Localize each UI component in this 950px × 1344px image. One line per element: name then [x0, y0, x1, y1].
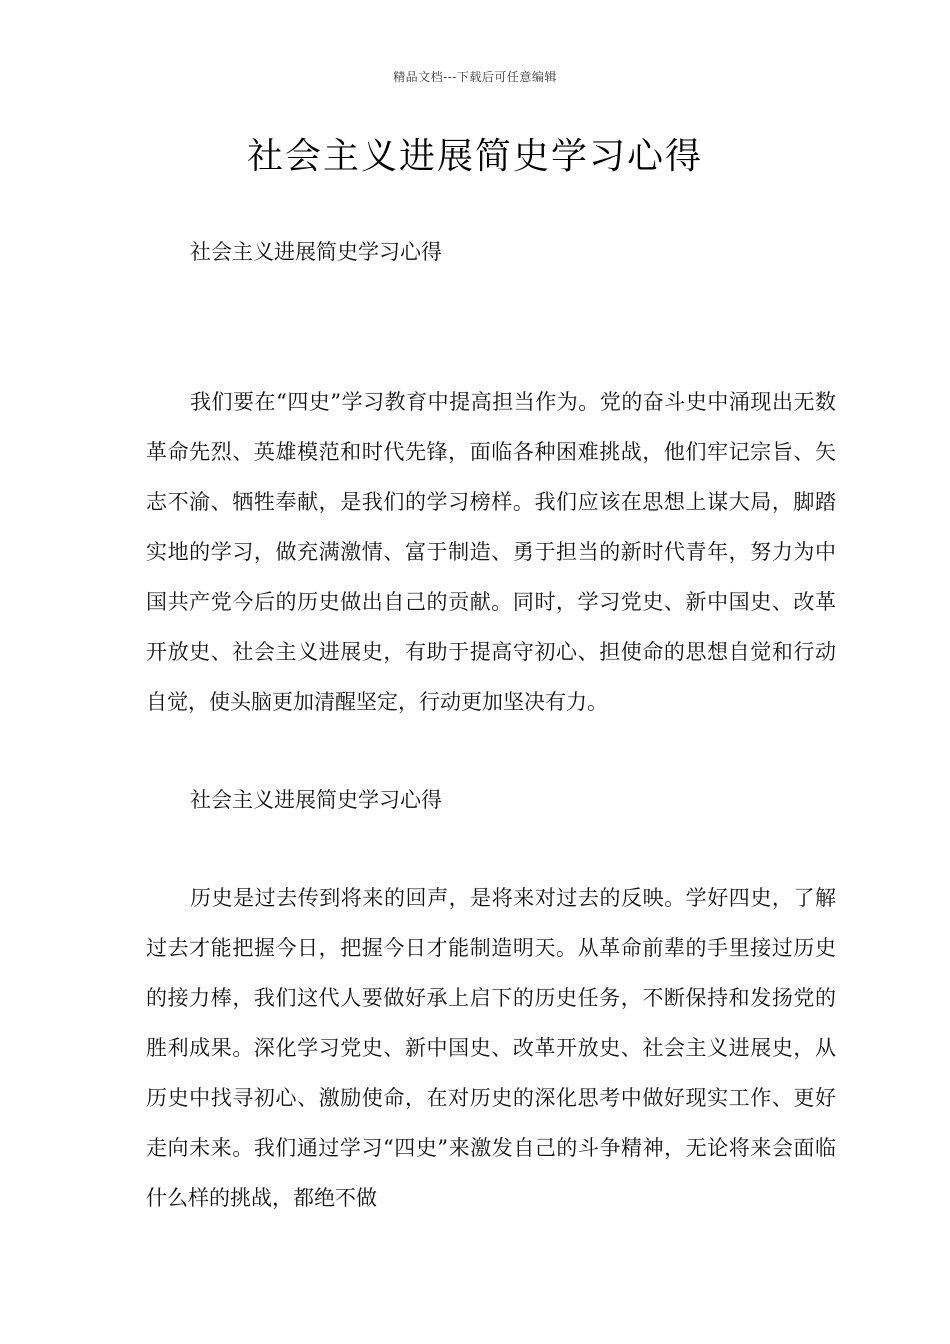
section-subtitle: 社会主义进展简史学习心得	[190, 788, 442, 812]
document-title: 社会主义进展简史学习心得	[246, 136, 703, 177]
body-paragraph: 历史是过去传到将来的回声，是将来对过去的反映。学好四史，了解过去才能把握今日，把握今日才能制造明天。从革命前辈的手里接过历史的接力棒，我们这代人要做好承上启下的历史任务，不断保持和发扬党的胜利成果。深化学习党史、新中国史、改革开放史、社会主义进展史，从历史中找寻初心、激励使命，在对历史的深化思考中做好现实工作、更好走向未来。我们通过学习“四史”来激发自己的斗争精神，无论将来会面临什么样的挑战，都绝不做	[146, 886, 836, 1210]
body-paragraph: 我们要在“四史”学习教育中提高担当作为。党的奋斗史中涌现出无数革命先烈、英雄模范和时代先锋，面临各种困难挑战，他们牢记宗旨、矢志不渝、牺牲奉献，是我们的学习榜样。我们应该在思想上谋大局，脚踏实地的学习，做充满激情、富于制造、勇于担当的新时代青年，努力为中国共产党今后的历史做出自己的贡献。同时，学习党史、新中国史、改革开放史、社会主义进展史，有助于提高守初心、担使命的思想自觉和行动自觉，使头脑更加清醒坚定，行动更加坚决有力。	[146, 390, 836, 714]
header-note: 精品文档---下载后可任意编辑	[393, 70, 557, 84]
section-subtitle: 社会主义进展简史学习心得	[190, 240, 442, 264]
